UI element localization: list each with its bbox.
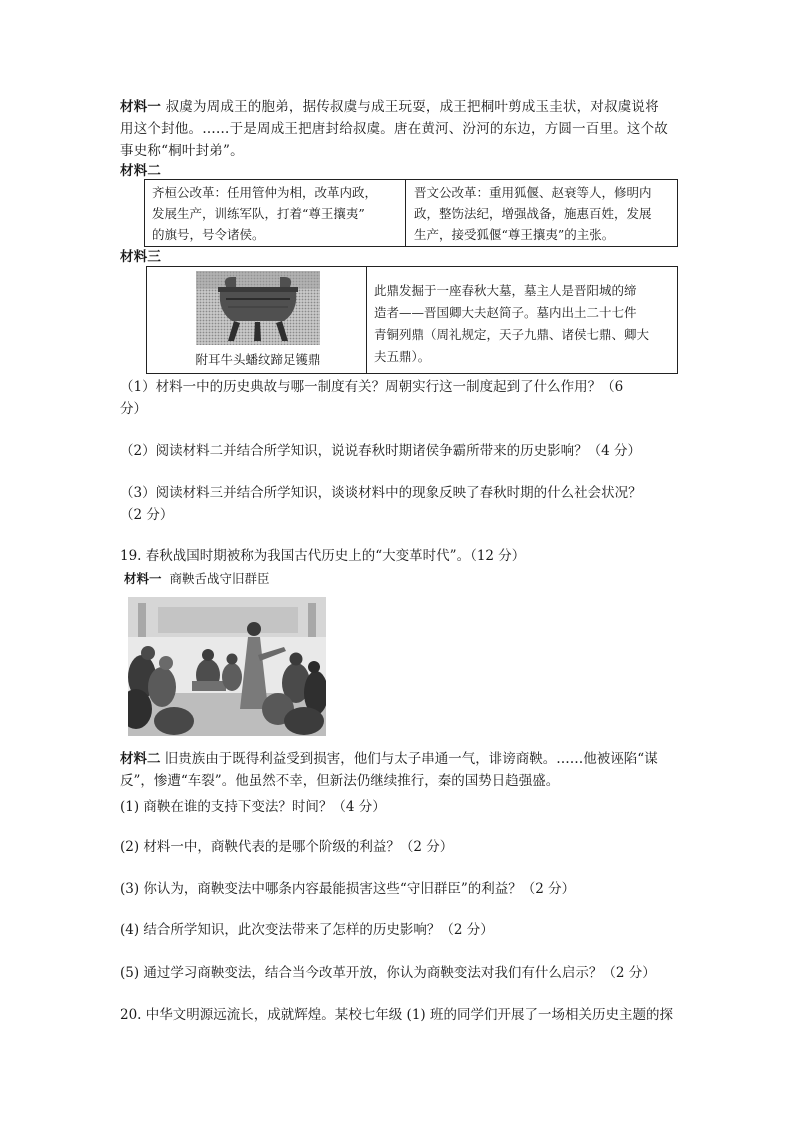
material-3-label: 材料三 bbox=[120, 249, 162, 265]
debate-scene-icon bbox=[128, 597, 326, 736]
q19-material-1-label: 材料一 bbox=[124, 571, 162, 586]
material-3-line3: 青铜列鼎（周礼规定，天子九鼎、诸侯七鼎、卿大 bbox=[374, 327, 650, 342]
question-18-1 bbox=[120, 376, 690, 420]
material-1-label: 材料一 bbox=[120, 99, 162, 115]
material-1 bbox=[120, 96, 680, 162]
question-19-1: (1) 商鞅在谁的支持下变法？时间？（4 分） bbox=[120, 799, 386, 815]
question-18-3 bbox=[120, 482, 690, 526]
material-3-line1: 此鼎发掘于一座春秋大墓，墓主人是晋阳城的缔 bbox=[374, 283, 637, 298]
ding-caption: 附耳牛头蟠纹蹄足镬鼎 bbox=[195, 352, 321, 367]
question-18-2: （2）阅读材料二并结合所学知识，说说春秋时期诸侯争霸所带来的历史影响？（4 分） bbox=[120, 443, 641, 459]
jin-reform-line1: 晋文公改革：重用狐偃、赵衰等人，修明内 bbox=[414, 185, 652, 200]
question-18-3-line2: （2 分） bbox=[120, 507, 174, 523]
question-19-4: (4) 结合所学知识，此次变法带来了怎样的历史影响？（2 分） bbox=[120, 922, 494, 938]
q19-material-1-text: 商鞅舌战守旧群臣 bbox=[169, 571, 270, 586]
material-3-line2: 造者——晋国卿大夫赵简子。墓内出土二十七件 bbox=[374, 305, 637, 320]
material-1-line1: 叔虞为周成王的胞弟，据传叔虞与成王玩耍，成王把桐叶剪成玉圭状，对叔虞说将 bbox=[165, 99, 659, 115]
bronze-ding-icon bbox=[196, 271, 320, 345]
question-20: 20. 中华文明源远流长，成就辉煌。某校七年级 (1) 班的同学们开展了一场相关历史主题的探 bbox=[120, 1007, 673, 1023]
question-19-3: (3) 你认为，商鞅变法中哪条内容最能损害这些“守旧群臣”的利益？（2 分） bbox=[120, 881, 576, 897]
jin-reform-line3: 生产，接受狐偃“尊王攘夷”的主张。 bbox=[414, 227, 615, 242]
material-3-line4: 夫五鼎）。 bbox=[374, 349, 431, 364]
q19-material-2-line2: 反”，惨遭“车裂”。他虽然不幸，但新法仍继续推行，秦的国势日趋强盛。 bbox=[120, 773, 560, 789]
jin-reform-line2: 政，整饬法纪，增强战备，施惠百姓，发展 bbox=[414, 206, 652, 221]
question-18-3-line1: （3）阅读材料三并结合所学知识，谈谈材料中的现象反映了春秋时期的什么社会状况？ bbox=[120, 485, 642, 501]
material-1-line2: 用这个封他。……于是周成王把唐封给叔虞。唐在黄河、汾河的东边，方圆一百里。这个故 bbox=[120, 121, 668, 137]
qi-reform-line1: 齐桓公改革：任用管仲为相，改革内政， bbox=[152, 185, 378, 200]
q19-material-2-label: 材料二 bbox=[120, 751, 161, 767]
material-1-line3: 事史称“桐叶封弟”。 bbox=[120, 143, 244, 159]
q19-material-2 bbox=[120, 748, 695, 792]
material-3-divider bbox=[366, 267, 367, 373]
question-18-1-line2: 分） bbox=[120, 401, 147, 417]
q19-material-2-line1: 旧贵族由于既得利益受到损害，他们与太子串通一气，诽谤商鞅。……他被诬陷“谋 bbox=[164, 751, 658, 767]
question-19-2: (2) 材料一中，商鞅代表的是哪个阶级的利益？（2 分） bbox=[120, 839, 454, 855]
material-3-text bbox=[374, 280, 674, 368]
shang-yang-debate-image bbox=[128, 597, 326, 736]
qi-reform-line3: 的旗号，号令诸侯。 bbox=[152, 227, 265, 242]
material-2-divider bbox=[405, 180, 406, 246]
question-19-title: 19. 春秋战国时期被称为我国古代历史上的“大变革时代”。（12 分） bbox=[120, 548, 526, 564]
material-2-left-cell bbox=[152, 182, 402, 245]
material-2-right-cell bbox=[414, 182, 676, 245]
q19-material-1 bbox=[124, 568, 424, 590]
bronze-ding-image bbox=[196, 271, 320, 345]
question-19-5: (5) 通过学习商鞅变法，结合当今改革开放，你认为商鞅变法对我们有什么启示？（2 分） bbox=[120, 965, 656, 981]
material-2-label: 材料二 bbox=[120, 163, 162, 179]
qi-reform-line2: 发展生产，训练军队，打着“尊王攘夷” bbox=[152, 206, 365, 221]
question-18-1-line1: （1）材料一中的历史典故与哪一制度有关？周朝实行这一制度起到了什么作用？（6 bbox=[120, 379, 624, 395]
